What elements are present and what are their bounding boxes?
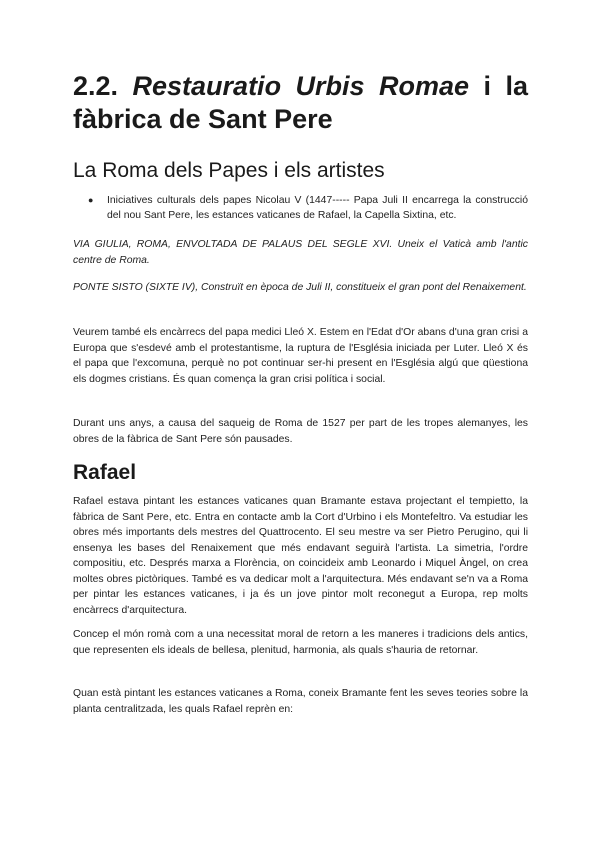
- paragraph-mon-roma: Concep el món romà com a una necessitat moral de retorn a les maneres i tradicions dels antics, que representen els ideals de bellesa, plenitud, harmonia, als quals s'hauria de retornar.: [73, 629, 528, 656]
- chapter-title-italic: Restauratio Urbis Romae: [132, 71, 470, 101]
- paragraph-rafael-bio: Rafael estava pintant les estances vaticanes quan Bramante estava projectant el tempietto, la fàbrica de Sant Pere, etc. Entra en contacte amb la Cort d'Urbino i els Montefeltro. Va estudiar les obres més importants dels mestres del Quattrocento. El seu mestre va ser Pietro Perugino, qui li ensenya les bases del Renaixement que més endavant seguirà l'artista. La simetria, l'ordre compositiu, etc. Després marxa a Florència, on coincideix amb Leonardo i Miquel Àngel, on crea moltes obres pictòriques. També es va dedicar molt a l'arquitectura. Més endavant se'n va a Roma per pintar les estances vaticanes, i ja és un jove pintor molt reconegut a Europa, rep molts encàrrecs d'arquitectura.: [73, 496, 528, 616]
- chapter-number: 2.2.: [73, 71, 119, 101]
- bullet-dot-icon: ●: [88, 195, 94, 205]
- paragraph-lleo-x: Veurem també els encàrrecs del papa medici Lleó X. Estem en l'Edat d'Or abans d'una gran crisi a Europa que s'esdevé amb el protestantisme, la ruptura de l'Església iniciada per Luter. Lleó X és el papa que l'excomuna, perquè no pot continuar ser-hi present en l'Església algú que qüestiona els dogmes cristians. És quan comença la gran crisi política i social.: [73, 327, 528, 385]
- caption-ponte-sisto: PONTE SISTO (SIXTE IV), Construït en època de Juli II, constitueix el gran pont del Renaixement.: [73, 282, 527, 293]
- chapter-heading-line2: fàbrica de Sant Pere: [73, 104, 333, 134]
- chapter-heading: [73, 70, 528, 136]
- paragraph-bramante: Quan està pintant les estances vaticanes a Roma, coneix Bramante fent les seves teories sobre la planta centralitzada, les quals Rafael reprèn en:: [73, 688, 528, 715]
- paragraph-saqueig: Durant uns anys, a causa del saqueig de Roma de 1527 per part de les tropes alemanyes, les obres de la fàbrica de Sant Pere són pausades.: [73, 418, 528, 445]
- caption-via-giulia: VIA GIULIA, ROMA, ENVOLTADA DE PALAUS DEL SEGLE XVI. Uneix el Vaticà amb l'antic centre de Roma.: [73, 239, 528, 266]
- bullet-list: [73, 193, 528, 223]
- list-item: [73, 193, 528, 223]
- list-item-text: Iniciatives culturals dels papes Nicolau V (1447----- Papa Juli II encarrega la construcció del nou Sant Pere, les estances vaticanes de Rafael, la Capella Sixtina, etc.: [107, 195, 528, 221]
- chapter-title-rest: i la: [483, 71, 528, 101]
- chapter-heading-line1: [73, 70, 528, 103]
- section-title-roma-papes: La Roma dels Papes i els artistes: [73, 159, 385, 182]
- section-title-rafael: Rafael: [73, 461, 137, 484]
